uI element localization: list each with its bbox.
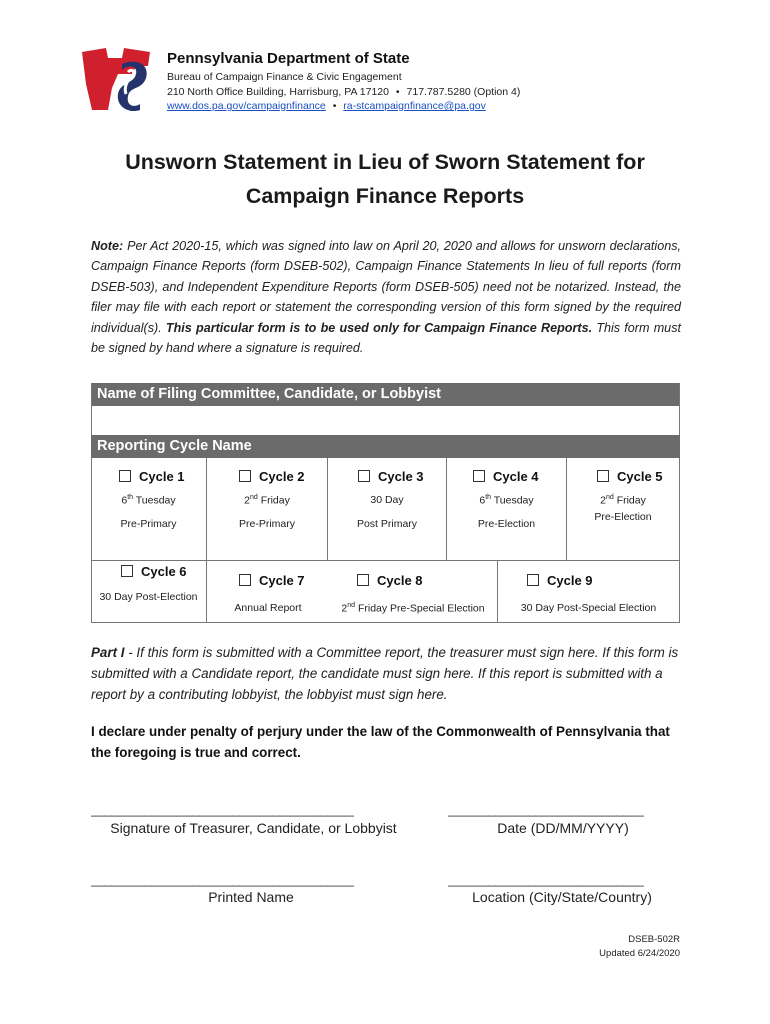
cycle-3-desc2: Post Primary bbox=[356, 518, 418, 530]
pa-dos-logo bbox=[78, 44, 154, 112]
declaration: I declare under penalty of perjury under the law of the Commonwealth of Pennsylvania that the foregoing is true and correct. bbox=[91, 724, 670, 760]
cycle-1-option[interactable]: Cycle 1 bbox=[119, 469, 185, 484]
cycle-4-desc: 6th Tuesday bbox=[479, 494, 534, 507]
cycle-3-desc: 30 Day bbox=[370, 494, 404, 506]
signature-line[interactable]: _______________________________________ bbox=[91, 802, 354, 817]
part1-text: - If this form is submitted with a Committee report, the treasurer must sign here. If this form is submitted with a Candidate report, the candidate must sign here. If this report is submitted with a report by a contributing lobbyist, the lobbyist must sign here. bbox=[91, 645, 679, 702]
note-label: Note: bbox=[91, 239, 124, 253]
printed-name-line[interactable]: _______________________________________ bbox=[91, 872, 354, 887]
org-name: Pennsylvania Department of State bbox=[167, 50, 410, 67]
checkbox-icon[interactable] bbox=[121, 565, 133, 577]
cycle-9-desc: 30 Day Post-Special Election bbox=[520, 602, 657, 614]
cycle-4-option[interactable]: Cycle 4 bbox=[473, 469, 539, 484]
keystone-logo-icon bbox=[78, 44, 154, 112]
checkbox-icon[interactable] bbox=[119, 470, 131, 482]
note-bold-text: This particular form is to be used only for Campaign Finance Reports. bbox=[165, 320, 593, 335]
note-paragraph bbox=[91, 236, 681, 358]
note-text: Per Act 2020-15, which was signed into law on April 20, 2020 and allows for unsworn declarations, Campaign Finance Reports (form DSEB-502), Campaign Finance Statements In lieu of full reports (form DSEB-503), and Independent Expenditure Reports (form DSEB-505) need not be notarized. Instead, the filer may file with each report or statement the corresponding version of this form signed by the required individual(s). bbox=[91, 239, 682, 335]
cycle-8-option[interactable]: Cycle 8 bbox=[357, 573, 423, 588]
cycle-1-desc2: Pre-Primary bbox=[120, 518, 177, 530]
part1-label: Part I bbox=[91, 645, 125, 660]
cycle-3-option[interactable]: Cycle 3 bbox=[358, 469, 424, 484]
cycle-5-option[interactable]: Cycle 5 bbox=[597, 469, 663, 484]
checkbox-icon[interactable] bbox=[239, 470, 251, 482]
note-tail: This form must be signed by hand where a signature is required. bbox=[91, 320, 681, 356]
cycle-6-option[interactable]: Cycle 6 bbox=[121, 564, 187, 579]
date-label: Date (DD/MM/YYYY) bbox=[497, 820, 629, 836]
cycle-7-desc: Annual Report bbox=[234, 602, 302, 614]
part1-paragraph bbox=[91, 642, 681, 705]
checkbox-icon[interactable] bbox=[527, 574, 539, 586]
location-line[interactable]: _____________________________ bbox=[448, 872, 644, 887]
cycle-header: Reporting Cycle Name bbox=[91, 435, 680, 458]
form-id: DSEB-502R bbox=[628, 934, 680, 945]
cycle-5-desc2: Pre-Election bbox=[594, 511, 652, 523]
cycle-2-desc: 2nd Friday bbox=[244, 494, 290, 507]
contact-links bbox=[167, 100, 486, 112]
bullet: • bbox=[332, 100, 337, 112]
checkbox-icon[interactable] bbox=[358, 470, 370, 482]
location-label: Location (City/State/Country) bbox=[472, 889, 652, 905]
checkbox-icon[interactable] bbox=[239, 574, 251, 586]
website-link[interactable]: www.dos.pa.gov/campaignfinance bbox=[167, 100, 326, 112]
document-title-line1: Unsworn Statement in Lieu of Sworn Statement for bbox=[125, 150, 645, 174]
cycle-6-desc: 30 Day Post-Election bbox=[99, 591, 198, 603]
name-input[interactable] bbox=[92, 406, 679, 435]
checkbox-icon[interactable] bbox=[473, 470, 485, 482]
cycle-2-option[interactable]: Cycle 2 bbox=[239, 469, 305, 484]
document-title-line2: Campaign Finance Reports bbox=[245, 184, 525, 208]
cycle-5-desc: 2nd Friday bbox=[600, 494, 646, 507]
cycle-1-desc: 6th Tuesday bbox=[121, 494, 176, 507]
checkbox-icon[interactable] bbox=[597, 470, 609, 482]
address: 210 North Office Building, Harrisburg, PA 17120 bbox=[167, 86, 389, 98]
printed-name-label: Printed Name bbox=[208, 889, 294, 905]
cycle-2-desc2: Pre-Primary bbox=[238, 518, 295, 530]
filing-table bbox=[91, 383, 680, 623]
updated-date: Updated 6/24/2020 bbox=[599, 948, 680, 959]
email-link[interactable]: ra-stcampaignfinance@pa.gov bbox=[343, 100, 486, 112]
name-header: Name of Filing Committee, Candidate, or Lobbyist bbox=[91, 383, 680, 406]
phone: 717.787.5280 (Option 4) bbox=[406, 86, 521, 98]
address-line bbox=[167, 86, 520, 98]
date-line[interactable]: _____________________________ bbox=[448, 802, 644, 817]
cycle-7-option[interactable]: Cycle 7 bbox=[239, 573, 305, 588]
cycle-4-desc2: Pre-Election bbox=[477, 518, 536, 530]
checkbox-icon[interactable] bbox=[357, 574, 369, 586]
bureau-name: Bureau of Campaign Finance & Civic Engagement bbox=[167, 71, 402, 83]
signature-label: Signature of Treasurer, Candidate, or Lobbyist bbox=[110, 820, 397, 836]
bullet: • bbox=[395, 86, 400, 98]
cycle-8-desc: 2nd Friday Pre-Special Election bbox=[341, 602, 485, 615]
cycle-9-option[interactable]: Cycle 9 bbox=[527, 573, 593, 588]
